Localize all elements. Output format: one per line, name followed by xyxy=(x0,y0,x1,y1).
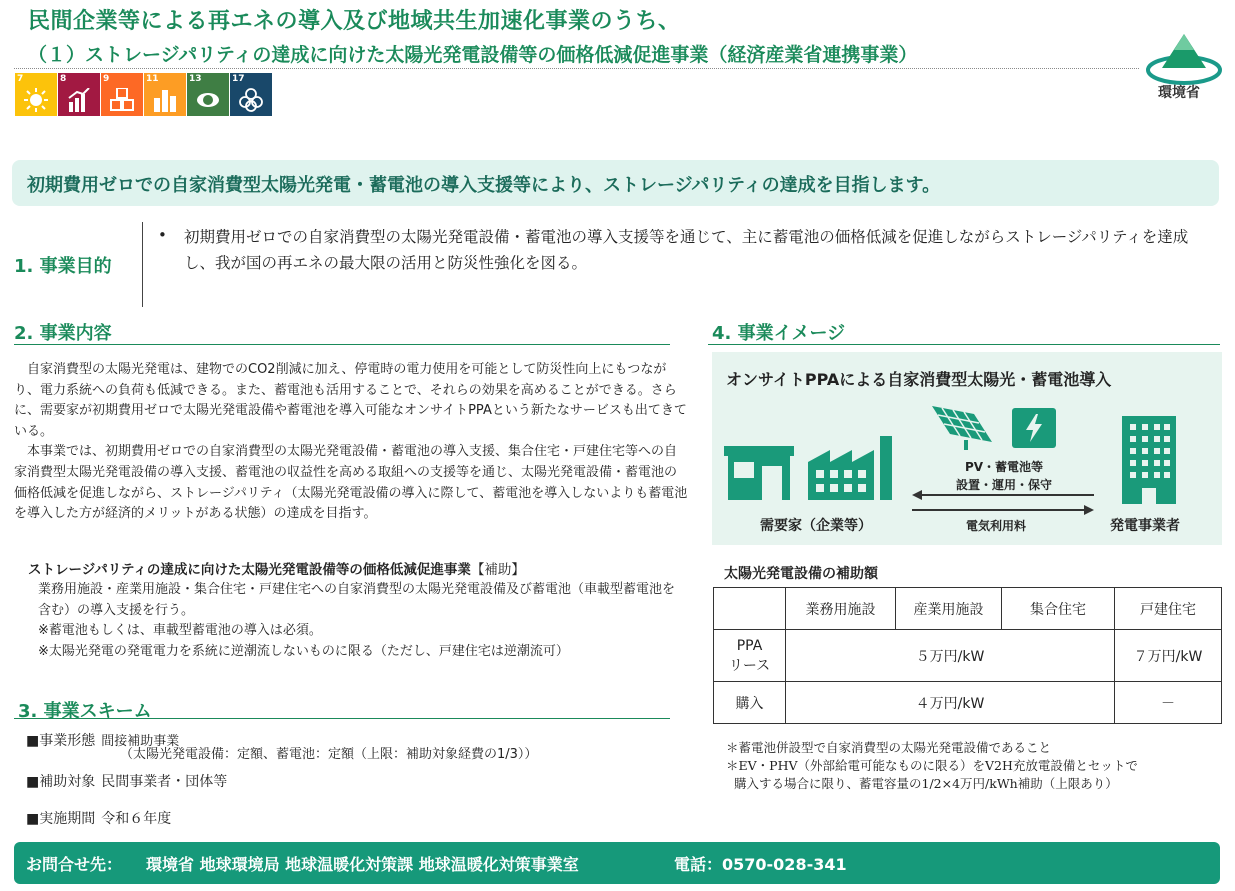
sdg-number: 17 xyxy=(232,74,245,84)
sdg-goal-7 xyxy=(15,73,57,116)
sdg-number: 11 xyxy=(146,74,159,84)
row-label-purchase: 購入 xyxy=(714,682,786,724)
cubes-icon xyxy=(110,88,134,112)
sdgs-icons xyxy=(15,73,273,116)
table-header-cell: 産業用施設 xyxy=(896,588,1002,630)
scheme-target xyxy=(26,771,227,791)
sub-project-title: ストレージパリティの達成に向けた太陽光発電設備等の価格低減促進事業 xyxy=(28,562,471,578)
contact-office: 環境省 地球環境局 地球温暖化対策課 地球温暖化対策事業室 xyxy=(146,855,579,874)
flow-service-line2: 設置・運用・保守 xyxy=(956,478,1053,492)
image-rule xyxy=(708,344,1220,345)
rings-icon xyxy=(239,88,263,112)
sub-project-heading xyxy=(28,558,525,578)
sdg-number: 13 xyxy=(189,74,202,84)
scheme-rule xyxy=(14,718,670,719)
table-header-cell xyxy=(714,588,786,630)
sub-project-tag: 【補助】 xyxy=(470,562,525,578)
customer-label: 需要家（企業等） xyxy=(760,518,872,534)
sub-project-line-3: ※太陽光発電の発電電力を系統に逆潮流しないものに限る（ただし、戸建住宅は逆潮流可） xyxy=(38,643,569,659)
sub-project-line-2: ※蓄電池もしくは、車載型蓄電池の導入は必須。 xyxy=(38,623,322,639)
flow-fee: 電気利用料 xyxy=(966,519,1027,533)
contact-label: お問合せ先： xyxy=(26,855,123,874)
subsidy-notes xyxy=(726,739,1138,793)
factory-icon xyxy=(806,432,898,502)
purchase-house-amount: － xyxy=(1115,682,1222,724)
sub-project-body xyxy=(38,580,678,662)
eye-globe-icon xyxy=(196,88,220,112)
table-header-cell: 集合住宅 xyxy=(1002,588,1115,630)
ministry-name: 環境省 xyxy=(1158,85,1200,101)
scheme-form-label: ■事業形態 xyxy=(26,733,96,749)
content-rule xyxy=(14,344,670,345)
note-line-2: ＊EV・PHV（外部給電可能なものに限る）をV2H充放電設備とセットで xyxy=(726,758,1138,773)
flow-service xyxy=(956,458,1052,494)
diagram-title: オンサイトPPAによる自家消費型太陽光・蓄電池導入 xyxy=(726,370,1112,389)
sdg-goal-13 xyxy=(187,73,229,116)
page-title-line2: （１）ストレージパリティの達成に向けた太陽光発電設備等の価格低減促進事業（経済産業省連携事業） xyxy=(28,44,918,66)
image-heading: 4. 事業イメージ xyxy=(712,323,846,344)
ppa-house-amount: ７万円/kW xyxy=(1115,630,1222,682)
contact-footer xyxy=(14,842,1220,884)
city-icon xyxy=(153,88,177,112)
shop-icon xyxy=(722,444,796,502)
flow-service-line1: PV・蓄電池等 xyxy=(964,460,1044,474)
title-divider xyxy=(14,68,1139,69)
content-body xyxy=(14,360,688,525)
page-title-line1: 民間企業等による再エネの導入及び地域共生加速化事業のうち、 xyxy=(28,9,681,34)
scheme-period-value: 令和６年度 xyxy=(101,811,172,827)
content-paragraph-2: 本事業では、初期費用ゼロでの自家消費型の太陽光発電設備・蓄電池の導入支援、集合住宅・戸建住宅等への自家消費型太陽光発電設備の導入支援、蓄電池の収益性を高める取組への支援等を通じ、太陽光発電設備・蓄電池の価格低減を促進しながら、ストレージパリティ（太陽光発電設備の導入に際して、蓄電池を導入しないよりも蓄電池を導入した方が経済的メリットがある状態）の達成を目指す。 xyxy=(14,444,688,522)
contact-phone: 電話：0570-028-341 xyxy=(674,855,847,874)
purpose-divider xyxy=(142,222,143,307)
table-header-cell: 戸建住宅 xyxy=(1115,588,1222,630)
purpose-text: 初期費用ゼロでの自家消費型の太陽光発電設備・蓄電池の導入支援等を通じて、主に蓄電池の価格低減を促進しながらストレージパリティを達成し、我が国の再エネの最大限の活用と防災性強化を図る。 xyxy=(184,228,1189,272)
scheme-period xyxy=(26,808,171,828)
sdg-goal-8 xyxy=(58,73,100,116)
sdg-goal-11 xyxy=(144,73,186,116)
sdg-number: 7 xyxy=(17,74,24,84)
scheme-target-label: ■補助対象 xyxy=(26,774,96,790)
subsidy-table xyxy=(713,587,1222,724)
scheme-form-detail: （太陽光発電設備：定額、蓄電池：定額（上限：補助対象経費の1/3）） xyxy=(120,747,538,762)
table-row xyxy=(714,682,1222,724)
sdg-goal-17 xyxy=(230,73,272,116)
ppa-diagram xyxy=(712,352,1222,545)
purpose-bullet: • xyxy=(158,226,167,244)
scheme-period-label: ■実施期間 xyxy=(26,811,96,827)
table-header-cell: 業務用施設 xyxy=(786,588,896,630)
flow-arrows xyxy=(910,490,1096,516)
purpose-heading: 1. 事業目的 xyxy=(14,256,112,277)
scheme-heading: 3. 事業スキーム xyxy=(18,701,152,722)
subsidy-table-title: 太陽光発電設備の補助額 xyxy=(724,566,878,582)
purchase-amount: ４万円/kW xyxy=(786,682,1115,724)
content-heading: 2. 事業内容 xyxy=(14,323,112,344)
row-label-ppa: PPA リース xyxy=(714,630,786,682)
table-row xyxy=(714,630,1222,682)
solar-panel-icon xyxy=(930,400,994,452)
content-paragraph-1: 自家消費型の太陽光発電は、建物でのCO2削減に加え、停電時の電力使用を可能として防災性向上にもつながり、電力系統への負荷も低減できる。また、蓄電池も活用することで、それらの効果を高めることができる。さらに、需要家が初期費用ゼロで太陽光発電設備や蓄電池を導入可能なオンサイトPPAという新たなサービスも出てきている。 xyxy=(14,362,687,439)
sdg-goal-9 xyxy=(101,73,143,116)
summary-banner xyxy=(12,160,1219,206)
generator-label: 発電事業者 xyxy=(1110,518,1180,534)
battery-icon xyxy=(1010,404,1058,450)
ppa-amount: ５万円/kW xyxy=(786,630,1115,682)
banner-text: 初期費用ゼロでの自家消費型太陽光発電・蓄電池の導入支援等により、ストレージパリティの達成を目指します。 xyxy=(27,175,941,196)
sdg-number: 9 xyxy=(103,74,110,84)
scheme-target-value: 民間事業者・団体等 xyxy=(101,774,228,790)
sub-project-line-1: 業務用施設・産業用施設・集合住宅・戸建住宅への自家消費型の太陽光発電設備及び蓄電池（車載型蓄電池を含む）の導入支援を行う。 xyxy=(38,582,676,618)
note-line-3: 購入する場合に限り、蓄電容量の1/2×4万円/kWh補助（上限あり） xyxy=(734,776,1118,791)
office-building-icon xyxy=(1118,414,1180,506)
sun-icon xyxy=(24,88,48,112)
table-header-row xyxy=(714,588,1222,630)
sdg-number: 8 xyxy=(60,74,67,84)
note-line-1: ＊蓄電池併設型で自家消費型の太陽光発電設備であること xyxy=(726,740,1052,755)
growth-chart-icon xyxy=(67,88,91,112)
scheme-form-value: 間接補助事業 xyxy=(101,734,180,749)
